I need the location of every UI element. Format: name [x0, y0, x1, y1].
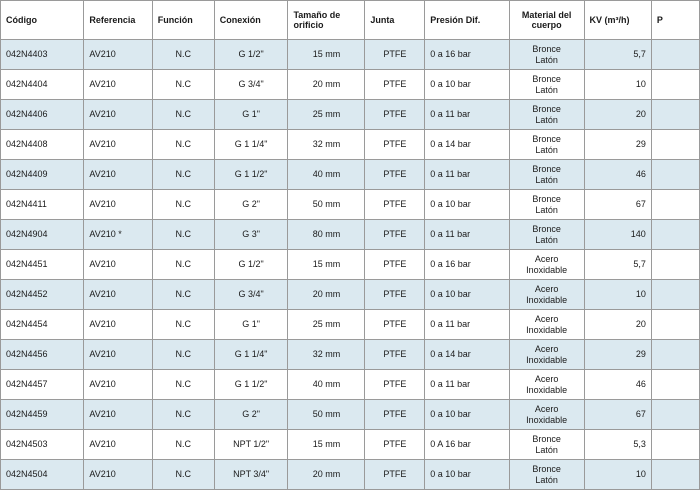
cell-conexion: NPT 3/4" [214, 460, 288, 490]
column-header-junta: Junta [365, 1, 425, 40]
cell-material-cuerpo [509, 310, 584, 340]
table-row [1, 310, 700, 340]
material-line-2: Latón [535, 84, 558, 95]
table-row [1, 280, 700, 310]
cell-junta: PTFE [365, 250, 425, 280]
table-row [1, 100, 700, 130]
material-line-2: Inoxidable [526, 264, 568, 275]
cell-material-cuerpo [509, 160, 584, 190]
table-row [1, 220, 700, 250]
cell-tamano-orificio: 25 mm [288, 310, 365, 340]
cell-conexion: NPT 1/2" [214, 430, 288, 460]
cell-material-cuerpo [509, 430, 584, 460]
cell-partial [651, 40, 699, 70]
cell-tamano-orificio: 50 mm [288, 190, 365, 220]
material-line-1: Bronce [532, 464, 561, 475]
table-row [1, 250, 700, 280]
cell-junta: PTFE [365, 370, 425, 400]
cell-referencia: AV210 [84, 160, 152, 190]
cell-kv: 10 [584, 280, 651, 310]
cell-tamano-orificio: 40 mm [288, 160, 365, 190]
cell-referencia: AV210 [84, 130, 152, 160]
material-line-1: Acero [534, 254, 559, 265]
material-line-1: Bronce [532, 134, 561, 145]
cell-funcion: N.C [152, 340, 214, 370]
cell-presion-dif: 0 a 11 bar [425, 160, 509, 190]
material-line-1: Acero [534, 314, 559, 325]
cell-referencia: AV210 [84, 100, 152, 130]
cell-kv: 10 [584, 460, 651, 490]
cell-partial [651, 190, 699, 220]
cell-presion-dif: 0 a 11 bar [425, 100, 509, 130]
cell-funcion: N.C [152, 160, 214, 190]
cell-codigo: 042N4504 [1, 460, 84, 490]
cell-tamano-orificio: 25 mm [288, 100, 365, 130]
cell-material-cuerpo [509, 190, 584, 220]
cell-funcion: N.C [152, 400, 214, 430]
table-row [1, 70, 700, 100]
cell-referencia: AV210 * [84, 220, 152, 250]
cell-tamano-orificio: 15 mm [288, 430, 365, 460]
cell-material-cuerpo [509, 400, 584, 430]
cell-partial [651, 460, 699, 490]
cell-conexion: G 1 1/2" [214, 160, 288, 190]
cell-codigo: 042N4457 [1, 370, 84, 400]
material-line-2: Inoxidable [526, 384, 568, 395]
cell-kv: 20 [584, 310, 651, 340]
cell-junta: PTFE [365, 430, 425, 460]
cell-presion-dif: 0 a 10 bar [425, 400, 509, 430]
material-line-2: Inoxidable [526, 294, 568, 305]
cell-partial [651, 160, 699, 190]
cell-funcion: N.C [152, 460, 214, 490]
cell-presion-dif: 0 a 11 bar [425, 370, 509, 400]
material-line-2: Latón [535, 54, 558, 65]
column-header-tamano-orificio: Tamaño de orificio [288, 1, 365, 40]
cell-presion-dif: 0 A 16 bar [425, 430, 509, 460]
table-header [1, 1, 700, 40]
table-row [1, 460, 700, 490]
cell-kv: 46 [584, 370, 651, 400]
cell-partial [651, 100, 699, 130]
table-row [1, 340, 700, 370]
table-body [1, 40, 700, 490]
material-line-1: Bronce [532, 164, 561, 175]
cell-partial [651, 280, 699, 310]
cell-codigo: 042N4454 [1, 310, 84, 340]
cell-presion-dif: 0 a 11 bar [425, 310, 509, 340]
cell-codigo: 042N4459 [1, 400, 84, 430]
cell-conexion: G 2" [214, 400, 288, 430]
cell-tamano-orificio: 20 mm [288, 70, 365, 100]
table-row [1, 400, 700, 430]
cell-codigo: 042N4456 [1, 340, 84, 370]
cell-conexion: G 3" [214, 220, 288, 250]
cell-referencia: AV210 [84, 40, 152, 70]
cell-material-cuerpo [509, 220, 584, 250]
cell-tamano-orificio: 32 mm [288, 130, 365, 160]
material-line-1: Acero [534, 344, 559, 355]
cell-presion-dif: 0 a 10 bar [425, 460, 509, 490]
cell-funcion: N.C [152, 280, 214, 310]
cell-partial [651, 130, 699, 160]
material-line-2: Inoxidable [526, 354, 568, 365]
table-row [1, 190, 700, 220]
cell-presion-dif: 0 a 10 bar [425, 70, 509, 100]
cell-presion-dif: 0 a 16 bar [425, 250, 509, 280]
cell-material-cuerpo [509, 40, 584, 70]
cell-junta: PTFE [365, 130, 425, 160]
cell-junta: PTFE [365, 40, 425, 70]
cell-tamano-orificio: 40 mm [288, 370, 365, 400]
material-line-2: Latón [535, 144, 558, 155]
cell-codigo: 042N4451 [1, 250, 84, 280]
cell-funcion: N.C [152, 130, 214, 160]
cell-presion-dif: 0 a 10 bar [425, 280, 509, 310]
cell-codigo: 042N4408 [1, 130, 84, 160]
cell-presion-dif: 0 a 10 bar [425, 190, 509, 220]
table-row [1, 130, 700, 160]
cell-presion-dif: 0 a 16 bar [425, 40, 509, 70]
material-line-1: Acero [534, 374, 559, 385]
cell-tamano-orificio: 20 mm [288, 280, 365, 310]
cell-material-cuerpo [509, 70, 584, 100]
table-row [1, 430, 700, 460]
material-line-1: Bronce [532, 74, 561, 85]
cell-partial [651, 340, 699, 370]
cell-conexion: G 1 1/2" [214, 370, 288, 400]
cell-junta: PTFE [365, 160, 425, 190]
cell-material-cuerpo [509, 250, 584, 280]
cell-material-cuerpo [509, 460, 584, 490]
cell-referencia: AV210 [84, 70, 152, 100]
cell-junta: PTFE [365, 190, 425, 220]
table-row [1, 370, 700, 400]
cell-tamano-orificio: 80 mm [288, 220, 365, 250]
cell-codigo: 042N4411 [1, 190, 84, 220]
column-header-presion-dif: Presión Dif. [425, 1, 509, 40]
cell-referencia: AV210 [84, 310, 152, 340]
cell-junta: PTFE [365, 100, 425, 130]
cell-kv: 5,7 [584, 250, 651, 280]
cell-presion-dif: 0 a 14 bar [425, 130, 509, 160]
cell-tamano-orificio: 15 mm [288, 40, 365, 70]
column-header-material-cuerpo: Material del cuerpo [509, 1, 584, 40]
cell-referencia: AV210 [84, 400, 152, 430]
material-line-1: Bronce [532, 434, 561, 445]
cell-partial [651, 370, 699, 400]
material-line-2: Inoxidable [526, 324, 568, 335]
cell-material-cuerpo [509, 280, 584, 310]
cell-conexion: G 1" [214, 100, 288, 130]
cell-codigo: 042N4404 [1, 70, 84, 100]
cell-conexion: G 1/2" [214, 250, 288, 280]
material-line-1: Acero [534, 404, 559, 415]
cell-referencia: AV210 [84, 370, 152, 400]
material-line-1: Bronce [532, 44, 561, 55]
cell-junta: PTFE [365, 310, 425, 340]
material-line-2: Inoxidable [526, 414, 568, 425]
cell-funcion: N.C [152, 220, 214, 250]
cell-tamano-orificio: 32 mm [288, 340, 365, 370]
cell-junta: PTFE [365, 280, 425, 310]
cell-tamano-orificio: 15 mm [288, 250, 365, 280]
cell-junta: PTFE [365, 220, 425, 250]
column-header-referencia: Referencia [84, 1, 152, 40]
table-row [1, 160, 700, 190]
material-line-2: Latón [535, 474, 558, 485]
cell-funcion: N.C [152, 370, 214, 400]
cell-partial [651, 220, 699, 250]
cell-kv: 20 [584, 100, 651, 130]
column-header-codigo: Código [1, 1, 84, 40]
material-line-1: Bronce [532, 104, 561, 115]
cell-partial [651, 70, 699, 100]
cell-junta: PTFE [365, 340, 425, 370]
cell-funcion: N.C [152, 250, 214, 280]
table-row [1, 40, 700, 70]
cell-junta: PTFE [365, 400, 425, 430]
cell-partial [651, 400, 699, 430]
cell-kv: 5,3 [584, 430, 651, 460]
column-header-partial: P [651, 1, 699, 40]
cell-referencia: AV210 [84, 340, 152, 370]
cell-funcion: N.C [152, 430, 214, 460]
cell-presion-dif: 0 a 11 bar [425, 220, 509, 250]
material-line-2: Latón [535, 174, 558, 185]
cell-kv: 29 [584, 340, 651, 370]
cell-tamano-orificio: 20 mm [288, 460, 365, 490]
cell-conexion: G 2" [214, 190, 288, 220]
header-row [1, 1, 700, 40]
material-line-1: Acero [534, 284, 559, 295]
cell-partial [651, 430, 699, 460]
column-header-conexion: Conexión [214, 1, 288, 40]
cell-conexion: G 1 1/4" [214, 340, 288, 370]
cell-codigo: 042N4406 [1, 100, 84, 130]
cell-tamano-orificio: 50 mm [288, 400, 365, 430]
cell-funcion: N.C [152, 100, 214, 130]
column-header-kv: KV (m³/h) [584, 1, 651, 40]
material-line-1: Bronce [532, 224, 561, 235]
material-line-2: Latón [535, 114, 558, 125]
cell-kv: 5,7 [584, 40, 651, 70]
cell-kv: 140 [584, 220, 651, 250]
material-line-2: Latón [535, 204, 558, 215]
cell-material-cuerpo [509, 340, 584, 370]
cell-junta: PTFE [365, 70, 425, 100]
cell-conexion: G 1" [214, 310, 288, 340]
cell-material-cuerpo [509, 370, 584, 400]
cell-funcion: N.C [152, 310, 214, 340]
cell-codigo: 042N4452 [1, 280, 84, 310]
cell-referencia: AV210 [84, 190, 152, 220]
cell-conexion: G 3/4" [214, 70, 288, 100]
cell-presion-dif: 0 a 14 bar [425, 340, 509, 370]
material-line-2: Latón [535, 444, 558, 455]
cell-funcion: N.C [152, 70, 214, 100]
cell-codigo: 042N4403 [1, 40, 84, 70]
cell-referencia: AV210 [84, 280, 152, 310]
cell-partial [651, 250, 699, 280]
cell-referencia: AV210 [84, 430, 152, 460]
cell-kv: 67 [584, 190, 651, 220]
cell-material-cuerpo [509, 100, 584, 130]
cell-referencia: AV210 [84, 460, 152, 490]
cell-funcion: N.C [152, 190, 214, 220]
cell-referencia: AV210 [84, 250, 152, 280]
cell-partial [651, 310, 699, 340]
cell-funcion: N.C [152, 40, 214, 70]
cell-kv: 10 [584, 70, 651, 100]
cell-conexion: G 1/2" [214, 40, 288, 70]
cell-kv: 46 [584, 160, 651, 190]
column-header-funcion: Función [152, 1, 214, 40]
cell-material-cuerpo [509, 130, 584, 160]
material-line-2: Latón [535, 234, 558, 245]
cell-codigo: 042N4904 [1, 220, 84, 250]
cell-conexion: G 3/4" [214, 280, 288, 310]
cell-kv: 67 [584, 400, 651, 430]
cell-conexion: G 1 1/4" [214, 130, 288, 160]
cell-kv: 29 [584, 130, 651, 160]
cell-codigo: 042N4409 [1, 160, 84, 190]
cell-junta: PTFE [365, 460, 425, 490]
cell-codigo: 042N4503 [1, 430, 84, 460]
material-line-1: Bronce [532, 194, 561, 205]
